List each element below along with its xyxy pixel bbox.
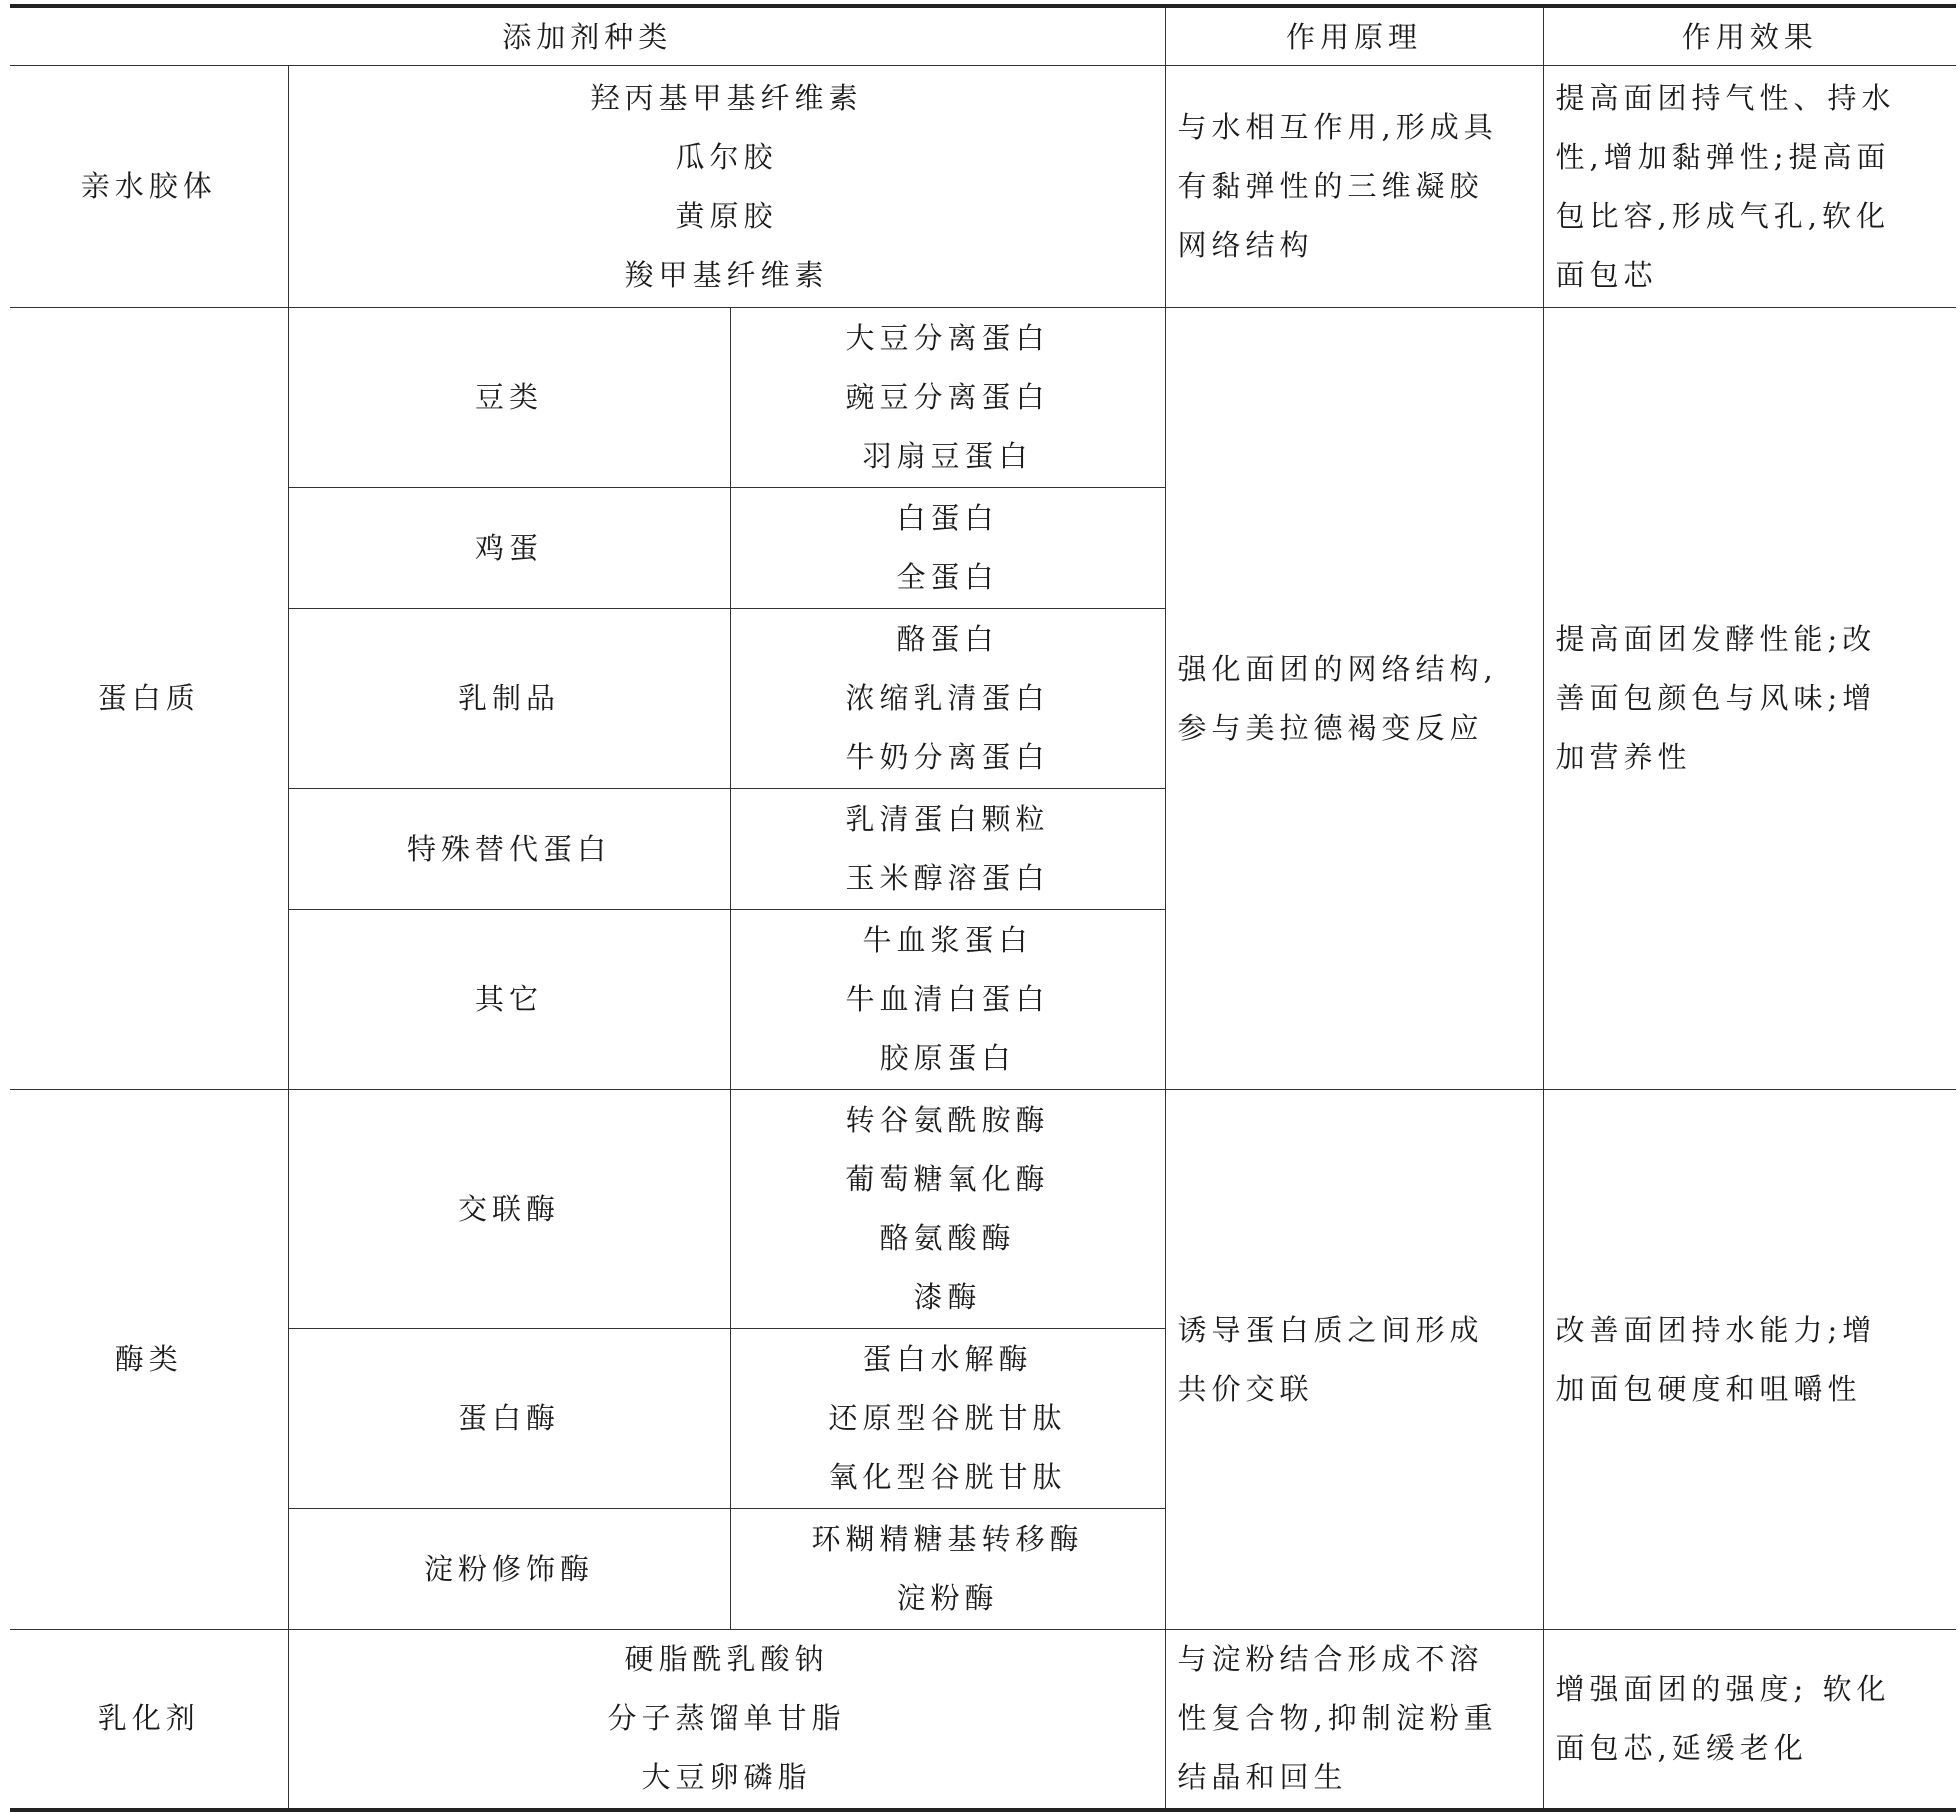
header-row bbox=[10, 6, 1956, 66]
subcategory-items bbox=[730, 308, 1165, 488]
text-line: 加营养性 bbox=[1555, 740, 1692, 774]
list-item: 转谷氨酰胺酶 bbox=[845, 1103, 1050, 1137]
subcategory-name: 蛋白酶 bbox=[288, 1329, 730, 1509]
list-item: 牛奶分离蛋白 bbox=[845, 740, 1050, 774]
list-item: 胶原蛋白 bbox=[879, 1041, 1016, 1075]
text-line: 面包芯 bbox=[1555, 257, 1658, 292]
hydrocolloid-effect bbox=[1543, 66, 1956, 308]
text-line: 网络结构 bbox=[1177, 228, 1314, 262]
list-item: 环糊精糖基转移酶 bbox=[811, 1522, 1084, 1556]
table-container bbox=[10, 4, 1956, 1812]
subcategory-items bbox=[730, 609, 1165, 789]
table-row bbox=[10, 1630, 1956, 1810]
protein-principle bbox=[1165, 308, 1543, 1090]
text-line: 加面包硬度和咀嚼性 bbox=[1555, 1371, 1862, 1406]
subcategory-items bbox=[730, 1509, 1165, 1630]
text-line: 与淀粉结合形成不溶 bbox=[1177, 1642, 1484, 1677]
list-item: 分子蒸馏单甘脂 bbox=[607, 1701, 846, 1736]
list-item: 漆酶 bbox=[913, 1280, 982, 1314]
list-item: 瓜尔胶 bbox=[675, 139, 778, 174]
text-line: 提高面团持气性、持水 bbox=[1555, 80, 1896, 115]
text-line: 共价交联 bbox=[1177, 1371, 1314, 1406]
text-line: 参与美拉德褐变反应 bbox=[1177, 710, 1484, 745]
text-line: 与水相互作用,形成具 bbox=[1177, 110, 1498, 144]
emulsifier-items bbox=[288, 1630, 1165, 1810]
protein-effect bbox=[1543, 308, 1956, 1090]
list-item: 玉米醇溶蛋白 bbox=[845, 861, 1050, 895]
table-row bbox=[10, 1090, 1956, 1329]
text-line: 有黏弹性的三维凝胶 bbox=[1177, 169, 1484, 203]
additive-table bbox=[10, 4, 1956, 1812]
category-enzyme: 酶类 bbox=[10, 1090, 288, 1630]
text-line: 面包芯,延缓老化 bbox=[1555, 1730, 1808, 1765]
list-item: 羽扇豆蛋白 bbox=[862, 439, 1033, 473]
emulsifier-principle bbox=[1165, 1630, 1543, 1810]
text-line: 性,增加黏弹性;提高面 bbox=[1555, 139, 1891, 174]
header-effect: 作用效果 bbox=[1543, 6, 1956, 66]
list-item: 浓缩乳清蛋白 bbox=[845, 681, 1050, 715]
subcategory-name: 其它 bbox=[288, 910, 730, 1090]
subcategory-name: 鸡蛋 bbox=[288, 488, 730, 609]
text-line: 提高面团发酵性能;改 bbox=[1555, 622, 1877, 656]
hydrocolloid-items bbox=[288, 66, 1165, 308]
emulsifier-effect bbox=[1543, 1630, 1956, 1810]
subcategory-items bbox=[730, 1329, 1165, 1509]
list-item: 蛋白水解酶 bbox=[862, 1342, 1033, 1376]
header-principle: 作用原理 bbox=[1165, 6, 1543, 66]
text-line: 性复合物,抑制淀粉重 bbox=[1177, 1701, 1498, 1736]
subcategory-name: 豆类 bbox=[288, 308, 730, 488]
list-item: 羟丙基甲基纤维素 bbox=[590, 80, 863, 115]
header-type: 添加剂种类 bbox=[10, 6, 1165, 66]
subcategory-items bbox=[730, 1090, 1165, 1329]
list-item: 酪蛋白 bbox=[896, 622, 999, 656]
text-line: 包比容,形成气孔,软化 bbox=[1555, 198, 1890, 233]
category-protein: 蛋白质 bbox=[10, 308, 288, 1090]
text-line: 结晶和回生 bbox=[1177, 1760, 1348, 1795]
list-item: 牛血清白蛋白 bbox=[845, 982, 1050, 1016]
text-line: 善面包颜色与风味;增 bbox=[1555, 681, 1877, 715]
hydrocolloid-principle bbox=[1165, 66, 1543, 308]
text-line: 强化面团的网络结构, bbox=[1177, 651, 1498, 686]
list-item: 酪氨酸酶 bbox=[879, 1221, 1016, 1255]
list-item: 牛血浆蛋白 bbox=[862, 923, 1033, 957]
list-item: 大豆分离蛋白 bbox=[845, 321, 1050, 355]
list-item: 乳清蛋白颗粒 bbox=[845, 802, 1050, 836]
list-item: 豌豆分离蛋白 bbox=[845, 380, 1050, 414]
list-item: 羧甲基纤维素 bbox=[624, 257, 829, 292]
subcategory-name: 淀粉修饰酶 bbox=[288, 1509, 730, 1630]
list-item: 白蛋白 bbox=[896, 501, 999, 535]
subcategory-name: 乳制品 bbox=[288, 609, 730, 789]
subcategory-name: 特殊替代蛋白 bbox=[288, 789, 730, 910]
text-line: 诱导蛋白质之间形成 bbox=[1177, 1312, 1484, 1347]
list-item: 还原型谷胱甘肽 bbox=[828, 1401, 1067, 1435]
table-row bbox=[10, 66, 1956, 308]
table-row bbox=[10, 308, 1956, 488]
subcategory-name: 交联酶 bbox=[288, 1090, 730, 1329]
list-item: 硬脂酰乳酸钠 bbox=[624, 1642, 829, 1677]
list-item: 全蛋白 bbox=[896, 560, 999, 594]
enzyme-effect bbox=[1543, 1090, 1956, 1630]
list-item: 葡萄糖氧化酶 bbox=[845, 1162, 1050, 1196]
category-hydrocolloid: 亲水胶体 bbox=[10, 66, 288, 308]
subcategory-items bbox=[730, 789, 1165, 910]
subcategory-items bbox=[730, 910, 1165, 1090]
list-item: 氧化型谷胱甘肽 bbox=[828, 1460, 1067, 1494]
subcategory-items bbox=[730, 488, 1165, 609]
category-emulsifier: 乳化剂 bbox=[10, 1630, 288, 1810]
text-line: 改善面团持水能力;增 bbox=[1555, 1312, 1877, 1347]
list-item: 黄原胶 bbox=[675, 198, 778, 233]
list-item: 大豆卵磷脂 bbox=[641, 1760, 812, 1795]
text-line: 增强面团的强度; 软化 bbox=[1555, 1671, 1891, 1706]
enzyme-principle bbox=[1165, 1090, 1543, 1630]
list-item: 淀粉酶 bbox=[896, 1581, 999, 1615]
